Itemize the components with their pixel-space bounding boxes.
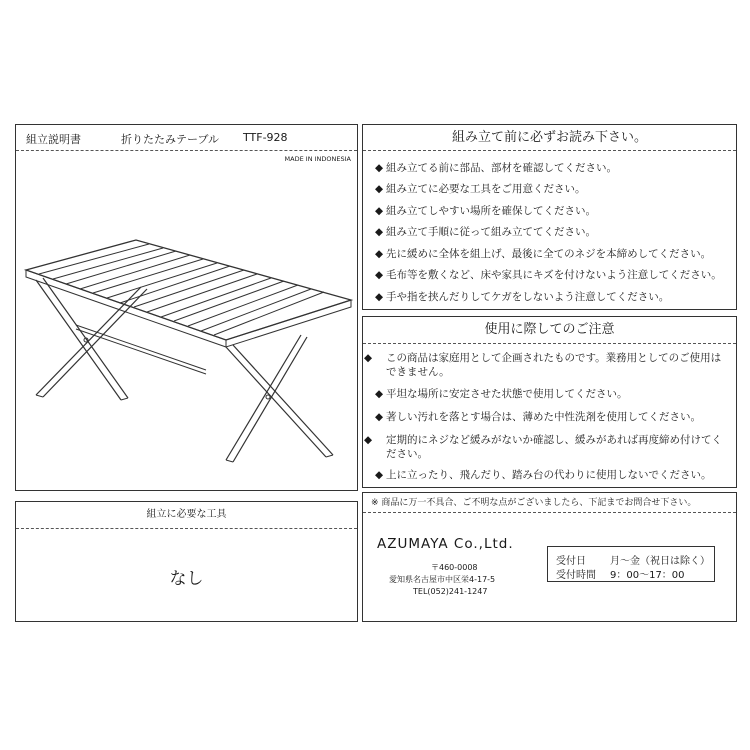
product-name: 折りたたみテーブル (121, 133, 220, 146)
usage-caution-panel (362, 316, 737, 488)
usage-caution-item: ◆ 平坦な場所に安定させた状態で使用してください。 (375, 388, 628, 400)
diamond-bullet-icon: ◆ (375, 162, 384, 174)
doc-label: 組立説明書 (26, 133, 81, 146)
postal-code: 〒460-0008 (431, 563, 478, 572)
company-name: AZUMAYA Co.,Ltd. (377, 536, 514, 552)
usage-caution-item: ◆ 定期的にネジなど緩みがないか確認し、緩みがあれば再度締め付けてください。 (364, 434, 722, 460)
folding-table-illustration (16, 165, 357, 490)
product-panel (15, 124, 358, 491)
tools-title: 組立に必要な工具 (16, 502, 357, 529)
usage-caution-item: ◆ 著しい汚れを落とす場合は、薄めた中性洗剤を使用してください。 (375, 411, 701, 423)
diamond-bullet-icon: ◆ (364, 352, 373, 364)
diamond-bullet-icon: ◆ (364, 434, 373, 446)
diamond-bullet-icon: ◆ (375, 248, 384, 260)
time-label: 受付時間 (556, 570, 596, 581)
pre-assembly-item: ◆ 組み立てに必要な工具をご用意ください。 (375, 183, 586, 195)
usage-caution-item: ◆ この商品は家庭用として企画されたものです。業務用としてのご使用はできません。 (364, 352, 722, 378)
pre-assembly-item: ◆ 先に緩めに全体を組上げ、最後に全てのネジを本締めしてください。 (375, 248, 712, 260)
contact-panel (362, 492, 737, 622)
business-hours-box (547, 546, 715, 582)
usage-caution-title: 使用に際してのご注意 (363, 317, 736, 344)
pre-assembly-item: ◆ 手や指を挟んだりしてケガをしないよう注意してください。 (375, 291, 670, 303)
diamond-bullet-icon: ◆ (375, 226, 384, 238)
company-address: 愛知県名古屋市中区栄4-17-5 (389, 575, 496, 584)
pre-assembly-item: ◆ 組み立てる前に部品、部材を確認してください。 (375, 162, 617, 174)
pre-assembly-item: ◆ 毛布等を敷くなど、床や家具にキズを付けないよう注意してください。 (375, 269, 722, 281)
contact-notice: ※ 商品に万一不具合、ご不明な点がございましたら、下記までお問合せ下さい。 (363, 493, 736, 513)
diamond-bullet-icon: ◆ (375, 183, 384, 195)
model-number: TTF-928 (243, 131, 288, 144)
pre-assembly-title: 組み立て前に必ずお読み下さい。 (363, 125, 736, 151)
time-value: 9：00〜17：00 (610, 570, 685, 581)
diamond-bullet-icon: ◆ (375, 205, 384, 217)
diamond-bullet-icon: ◆ (375, 269, 384, 281)
usage-caution-item: ◆ 上に立ったり、飛んだり、踏み台の代わりに使用しないでください。 (375, 469, 712, 481)
pre-assembly-panel (362, 124, 737, 310)
diamond-bullet-icon: ◆ (375, 469, 384, 481)
product-header (16, 125, 357, 151)
diamond-bullet-icon: ◆ (375, 291, 384, 303)
diamond-bullet-icon: ◆ (375, 411, 384, 423)
company-tel: TEL(052)241-1247 (413, 587, 488, 596)
pre-assembly-item: ◆ 組み立てしやすい場所を確保してください。 (375, 205, 596, 217)
pre-assembly-item: ◆ 組み立て手順に従って組み立ててください。 (375, 226, 596, 238)
days-label: 受付日 (556, 556, 586, 567)
made-in-label: MADE IN INDONESIA (284, 155, 351, 163)
tools-value: なし (169, 569, 204, 589)
tools-panel (15, 501, 358, 622)
diamond-bullet-icon: ◆ (375, 388, 384, 400)
days-value: 月〜金（祝日は除く） (610, 556, 710, 567)
